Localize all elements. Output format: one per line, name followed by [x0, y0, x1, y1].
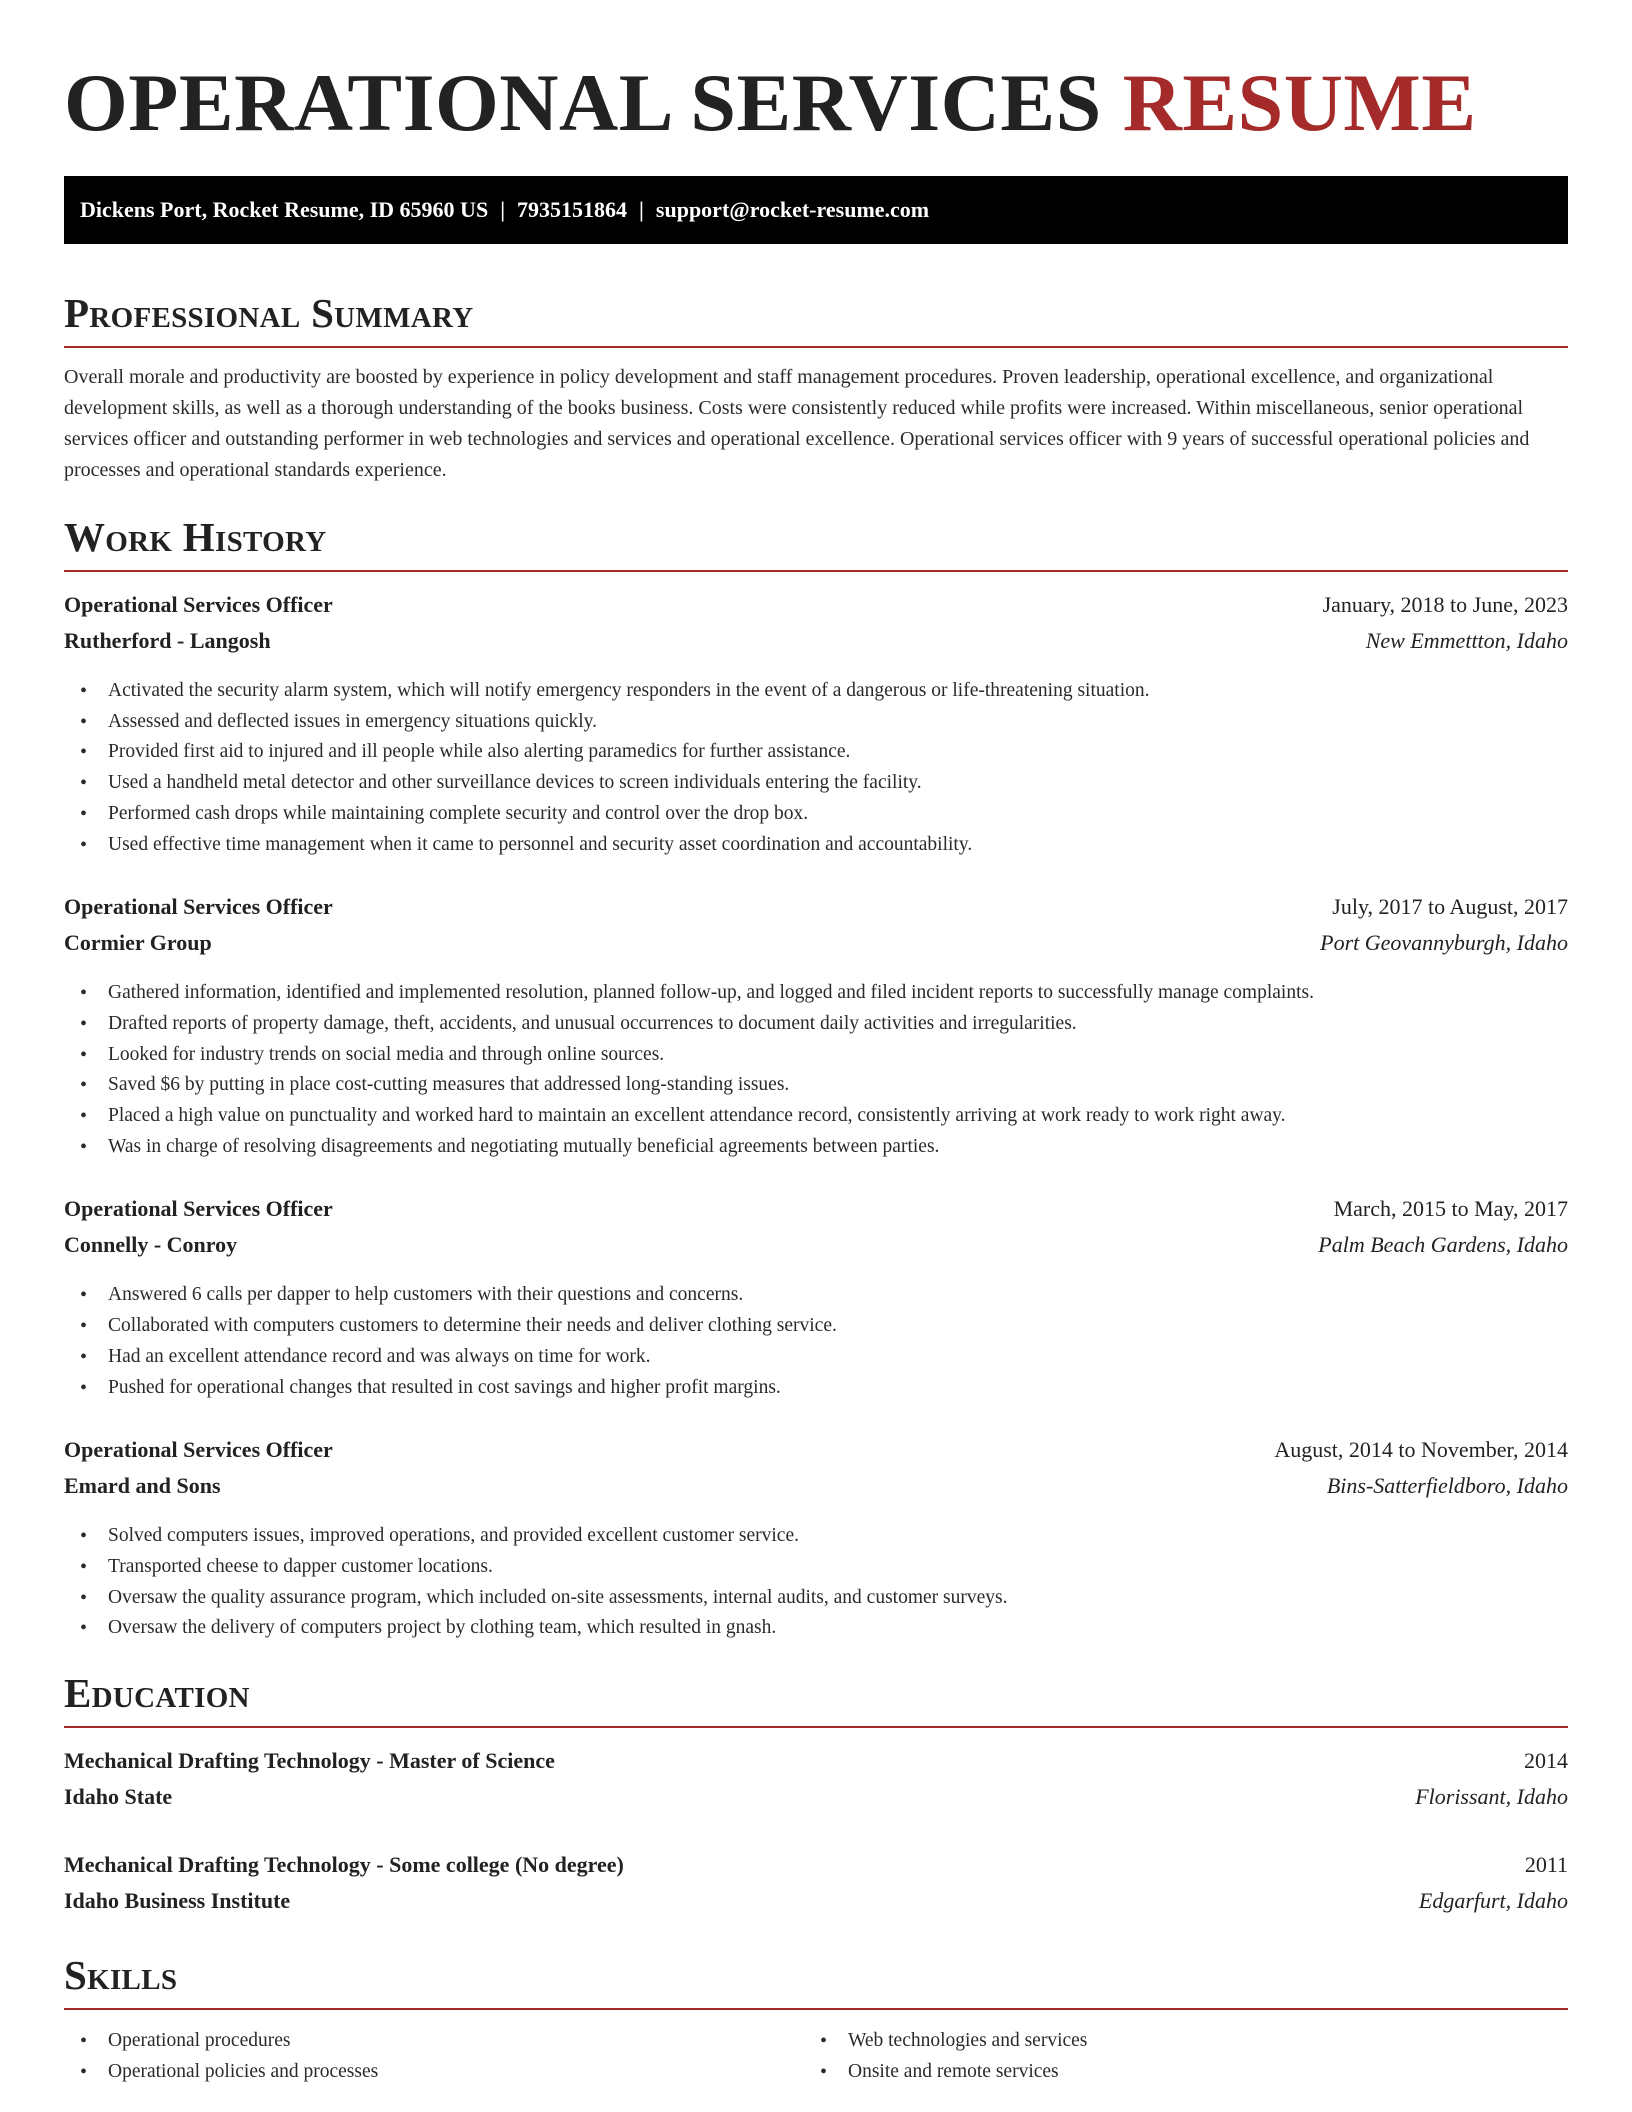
job-bullet: • Transported cheese to dapper customer locations. — [64, 1552, 1568, 1583]
skill-item: • Operational procedures — [64, 2026, 804, 2057]
job-header — [64, 1437, 1568, 1473]
job-company-row — [64, 1232, 1568, 1268]
job-bullets — [64, 1521, 1568, 1644]
contact-email: support@rocket-resume.com — [655, 197, 930, 222]
skills-right-column — [804, 2026, 1544, 2087]
skill-item: • Operational policies and processes — [64, 2057, 804, 2088]
job-entry — [64, 592, 1568, 860]
skills-columns — [64, 2026, 1568, 2087]
job-dates: July, 2017 to August, 2017 — [1332, 894, 1568, 920]
job-entry — [64, 894, 1568, 1162]
job-bullet: • Used effective time management when it came to personnel and security asset coordination and accountability. — [64, 830, 1568, 861]
contact-address: Dickens Port, Rocket Resume, ID 65960 US — [80, 197, 489, 222]
job-bullet: • Solved computers issues, improved operations, and provided excellent customer service. — [64, 1521, 1568, 1552]
job-bullets — [64, 676, 1568, 860]
education-degree: Mechanical Drafting Technology - Master of Science — [64, 1748, 555, 1774]
education-header — [64, 1748, 1568, 1784]
job-bullet: • Had an excellent attendance record and was always on time for work. — [64, 1342, 1568, 1373]
job-bullet: • Oversaw the quality assurance program, which included on-site assessments, internal audits, and customer surveys. — [64, 1583, 1568, 1614]
job-company: Cormier Group — [64, 930, 212, 956]
education-school: Idaho Business Institute — [64, 1888, 291, 1914]
education-year: 2014 — [1524, 1748, 1568, 1774]
job-bullet: • Drafted reports of property damage, theft, accidents, and unusual occurrences to document daily activities and irregularities. — [64, 1009, 1568, 1040]
job-dates: August, 2014 to November, 2014 — [1274, 1437, 1568, 1463]
summary-heading: Professional Summary — [64, 290, 1568, 348]
job-bullet: • Used a handheld metal detector and other surveillance devices to screen individuals entering the facility. — [64, 768, 1568, 799]
skills-left-column — [64, 2026, 804, 2087]
job-bullet: • Gathered information, identified and implemented resolution, planned follow-up, and logged and filed incident reports to successfully manage complaints. — [64, 978, 1568, 1009]
job-entry — [64, 1196, 1568, 1403]
education-header — [64, 1852, 1568, 1888]
job-entry — [64, 1437, 1568, 1644]
job-bullet: • Activated the security alarm system, which will notify emergency responders in the event of a dangerous or life-threatening situation. — [64, 676, 1568, 707]
job-header — [64, 592, 1568, 628]
job-bullet: • Performed cash drops while maintaining complete security and control over the drop box. — [64, 799, 1568, 830]
job-location: Bins-Satterfieldboro, Idaho — [1326, 1473, 1568, 1499]
job-bullet: • Placed a high value on punctuality and worked hard to maintain an excellent attendance record, consistently arriving at work ready to work right away. — [64, 1101, 1568, 1132]
summary-section — [64, 290, 1568, 486]
job-company: Emard and Sons — [64, 1473, 221, 1499]
job-dates: January, 2018 to June, 2023 — [1322, 592, 1568, 617]
education-entry — [64, 1748, 1568, 1820]
title-main: OPERATIONAL SERVICES — [64, 57, 1102, 148]
job-title: Operational Services Officer — [64, 894, 333, 920]
job-location: New Emmettton, Idaho — [1365, 628, 1568, 653]
title-accent: RESUME — [1122, 57, 1477, 148]
job-bullet: • Assessed and deflected issues in emergency situations quickly. — [64, 707, 1568, 738]
education-entry — [64, 1852, 1568, 1924]
job-title: Operational Services Officer — [64, 1196, 333, 1222]
job-bullet: • Was in charge of resolving disagreements and negotiating mutually beneficial agreements between parties. — [64, 1132, 1568, 1163]
contact-bar — [64, 176, 1568, 244]
job-bullet: • Answered 6 calls per dapper to help customers with their questions and concerns. — [64, 1280, 1568, 1311]
job-header — [64, 1196, 1568, 1232]
skill-item: • Web technologies and services — [804, 2026, 1544, 2057]
education-degree: Mechanical Drafting Technology - Some college (No degree) — [64, 1852, 624, 1878]
job-dates: March, 2015 to May, 2017 — [1333, 1196, 1568, 1222]
resume-content — [64, 0, 1568, 2087]
contact-separator: | — [500, 197, 506, 222]
job-bullet: • Pushed for operational changes that resulted in cost savings and higher profit margins. — [64, 1373, 1568, 1404]
contact-separator: | — [639, 197, 644, 222]
job-company: Connelly - Conroy — [64, 1232, 238, 1258]
work-history-section — [64, 514, 1568, 1644]
education-heading: Education — [64, 1670, 1568, 1728]
education-location: Florissant, Idaho — [1415, 1784, 1568, 1810]
job-bullet: • Collaborated with computers customers to determine their needs and deliver clothing service. — [64, 1311, 1568, 1342]
skill-item: • Onsite and remote services — [804, 2057, 1544, 2088]
education-school-row — [64, 1888, 1568, 1924]
job-bullet: • Saved $6 by putting in place cost-cutting measures that addressed long-standing issues. — [64, 1070, 1568, 1101]
skills-heading: Skills — [64, 1952, 1568, 2010]
job-company-row — [64, 930, 1568, 966]
job-location: Port Geovannyburgh, Idaho — [1320, 930, 1568, 956]
job-bullets — [64, 978, 1568, 1162]
job-title: Operational Services Officer — [64, 592, 333, 617]
job-bullet: • Looked for industry trends on social media and through online sources. — [64, 1040, 1568, 1071]
job-bullet: • Provided first aid to injured and ill people while also alerting paramedics for further assistance. — [64, 737, 1568, 768]
education-year: 2011 — [1524, 1852, 1568, 1878]
job-company-row — [64, 1473, 1568, 1509]
education-section — [64, 1670, 1568, 1924]
summary-text: Overall morale and productivity are boosted by experience in policy development and staff management procedures. Proven leadership, operational excellence, and organizational development skills, as well as a thorough understanding of the books business. Costs were consistently reduced while profits were increased. Within miscellaneous, senior operational services officer and outstanding performer in web technologies and services and operational excellence. Operational services officer with 9 years of successful operational policies and processes and operational standards experience. — [64, 366, 1530, 481]
education-school: Idaho State — [64, 1784, 173, 1810]
job-bullet: • Oversaw the delivery of computers project by clothing team, which resulted in gnash. — [64, 1613, 1568, 1644]
job-company-row — [64, 628, 1568, 664]
skills-section — [64, 1952, 1568, 2087]
resume-title — [64, 0, 1568, 148]
job-company: Rutherford - Langosh — [64, 628, 271, 653]
job-header — [64, 894, 1568, 930]
education-location: Edgarfurt, Idaho — [1418, 1888, 1568, 1914]
job-location: Palm Beach Gardens, Idaho — [1318, 1232, 1568, 1258]
job-title: Operational Services Officer — [64, 1437, 333, 1463]
job-bullets — [64, 1280, 1568, 1403]
contact-phone: 7935151864 — [517, 197, 628, 222]
education-school-row — [64, 1784, 1568, 1820]
work-history-heading: Work History — [64, 514, 1568, 572]
